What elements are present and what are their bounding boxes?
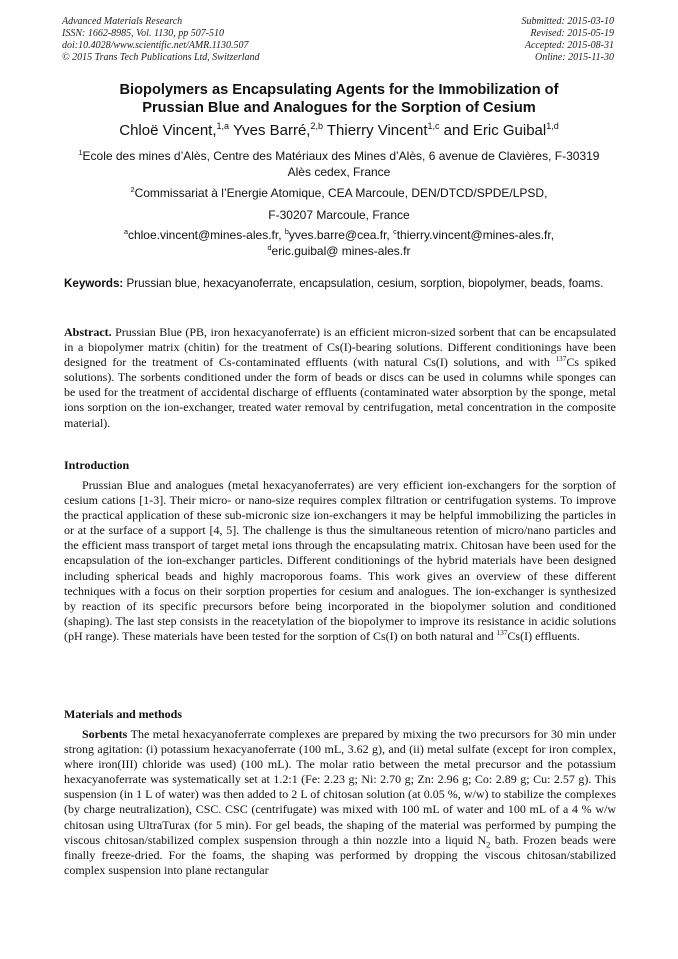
author-4: and Eric Guibal — [439, 122, 547, 139]
materials-paragraph — [64, 727, 616, 878]
email-a-sup: a — [123, 227, 128, 236]
abstract-label: Abstract. — [64, 325, 112, 339]
journal-info — [62, 16, 260, 64]
affiliation-2-sup: 2 — [130, 185, 135, 194]
submitted-date: Submitted: 2015-03-10 — [521, 16, 614, 27]
introduction-isotope-sup: 137 — [496, 628, 508, 637]
author-list — [40, 121, 638, 141]
accepted-date: Accepted: 2015-08-31 — [524, 40, 614, 51]
abstract-text-2: Cs spiked solutions). The sorbents conditioned under the form of beads or discs can be used in columns while sponges can be used for the treatment of accidental discharge of effluents (contaminated water absorption by the sponge, metal ions sorption on the ion-exchanger, treated water removal by centrifugation, metal concentration in the composite material). — [64, 355, 616, 430]
sorbents-label: Sorbents — [82, 727, 128, 741]
materials-text-1: The metal hexacyanoferrate complexes are prepared by mixing the two precursors for 30 min under strong agitation: (i) potassium hexacyanoferrate (100 mL, 3.62 g), and (ii) metal sulfate (except for iron complex, where iron(III) chloride was used) (100 mL). The molar ratio between the metal precursor and the potassium hexacyanoferrate was systematically set at 1.2:1 (Fe: 2.23 g; Ni: 2.70 g; Zn: 2.96 g; Co: 2.89 g; Cu: 2.57 g). This suspension (in 1 L of water) was then added to 2 L of chitosan solution (at 0.05 %, w/w) to stabilize the complexes (by charge neutralization), CSC. CSC (centrifugate) was mixed with 100 mL of water and 100 mL of a 4 % w/w chitosan using UltraTurax (for 5 min). For gel beads, the shaping of the material was performed by pumping the viscous chitosan/stabilized complex suspension through a thin nozzle into a liquid N — [64, 727, 616, 847]
keywords-block — [64, 276, 616, 292]
title-line-2: Prussian Blue and Analogues for the Sorption of Cesium — [142, 100, 536, 116]
introduction-heading: Introduction — [64, 458, 130, 472]
introduction-text-2: Cs(I) effluents. — [507, 628, 580, 643]
introduction-text-1: Prussian Blue and analogues (metal hexacyanoferrates) are very efficient ion-exchangers for the sorption of cesium cations [1-3]. Their micro- or nano-size requires complex filtration or centrifugation systems. To improve the practical application of these sub-micronic size ion-exchangers it may be helpful immobilizing the particles in or at the surface of a support [4, 5]. The challenge is thus the simultaneous retention of micro/nano particles and the efficient mass transport of target metal ions through the encapsulating matrix. Chitosan have been used for the encapsulation of the ion-exchanger particles. Different conditionings of the hybrid materials have been designed including spherical beads and highly macroporous foams. This work gives an overview of these different techniques with a focus on their sorption properties for cesium and analogues. The ion-exchanger is synthesized by reaction of its specific precursors before being incorporated in the biopolymer solution and conditioned (shaping). The last step consists in the reacetylation of the biopolymer to improve its resistance in acidic solutions (pH range). These materials have been tested for the sorption of Cs(I) on both natural and — [64, 478, 616, 643]
affiliation-2 — [50, 186, 628, 223]
publication-dates — [522, 16, 615, 64]
keywords-text: Prussian blue, hexacyanoferrate, encapsulation, cesium, sorption, biopolymer, beads, foams. — [123, 277, 604, 290]
materials-heading: Materials and methods — [64, 707, 182, 721]
keywords-label: Keywords: — [64, 277, 124, 290]
email-c: thierry.vincent@mines-ales.fr, — [396, 228, 555, 242]
journal-name: Advanced Materials Research — [62, 16, 183, 27]
issn-line: ISSN: 1662-8985, Vol. 1130, pp 507-510 — [62, 28, 225, 39]
copyright-line: © 2015 Trans Tech Publications Ltd, Switzerland — [62, 52, 260, 63]
author-2-sup: 2,b — [310, 121, 323, 131]
affiliation-1-line-2: Alès cedex, France — [287, 164, 391, 179]
author-2: Yves Barré, — [229, 122, 311, 139]
affiliation-1-line-1: Ecole des mines d’Alès, Centre des Matériaux des Mines d’Alès, 6 avenue de Clavières, F-30319 — [82, 149, 600, 163]
revised-date: Revised: 2015-05-19 — [530, 28, 614, 39]
abstract-isotope-sup: 137 — [555, 355, 567, 364]
affiliation-2-line-2: F-30207 Marcoule, France — [268, 207, 410, 222]
email-a: chloe.vincent@mines-ales.fr, — [127, 228, 285, 242]
affiliation-1-sup: 1 — [78, 148, 83, 157]
paper-title — [60, 81, 618, 117]
email-list — [50, 228, 628, 259]
title-line-1: Biopolymers as Encapsulating Agents for the Immobilization of — [119, 82, 559, 98]
materials-text-2: bath. Frozen beads were finally freeze-dried. For the foams, the shaping was performed by dropping the viscous chitosan/stabilized complex suspension into plane rectangular — [64, 832, 616, 877]
author-1-sup: 1,a — [216, 121, 230, 131]
introduction-paragraph — [64, 478, 616, 644]
affiliation-2-line-1: Commissariat à l’Energie Atomique, CEA Marcoule, DEN/DTCD/SPDE/LPSD, — [134, 186, 548, 200]
nitrogen-sub: 2 — [486, 840, 491, 850]
doi-line: doi:10.4028/www.scientific.net/AMR.1130.507 — [62, 40, 249, 51]
email-b-sup: b — [284, 227, 289, 236]
email-b: yves.barre@cea.fr, — [288, 228, 394, 242]
affiliation-1 — [50, 149, 628, 180]
email-d: eric.guibal@ mines-ales.fr — [271, 243, 411, 258]
author-3: Thierry Vincent — [323, 122, 428, 139]
abstract-text-1: Prussian Blue (PB, iron hexacyanoferrate) is an efficient micron-sized sorbent that can be encapsulated in a biopolymer matrix (chitin) for the treatment of Cs(I)-bearing solutions. Different conditionings have been designed for the treatment of Cs-contaminated effluents (with natural Cs(I) solutions, and with — [64, 325, 616, 370]
online-date: Online: 2015-11-30 — [535, 52, 614, 63]
author-1: Chloë Vincent, — [119, 122, 217, 139]
author-3-sup: 1,c — [427, 121, 440, 131]
email-d-sup: d — [267, 242, 272, 252]
author-4-sup: 1,d — [546, 121, 559, 131]
abstract-block — [64, 325, 616, 431]
email-c-sup: c — [393, 227, 397, 236]
